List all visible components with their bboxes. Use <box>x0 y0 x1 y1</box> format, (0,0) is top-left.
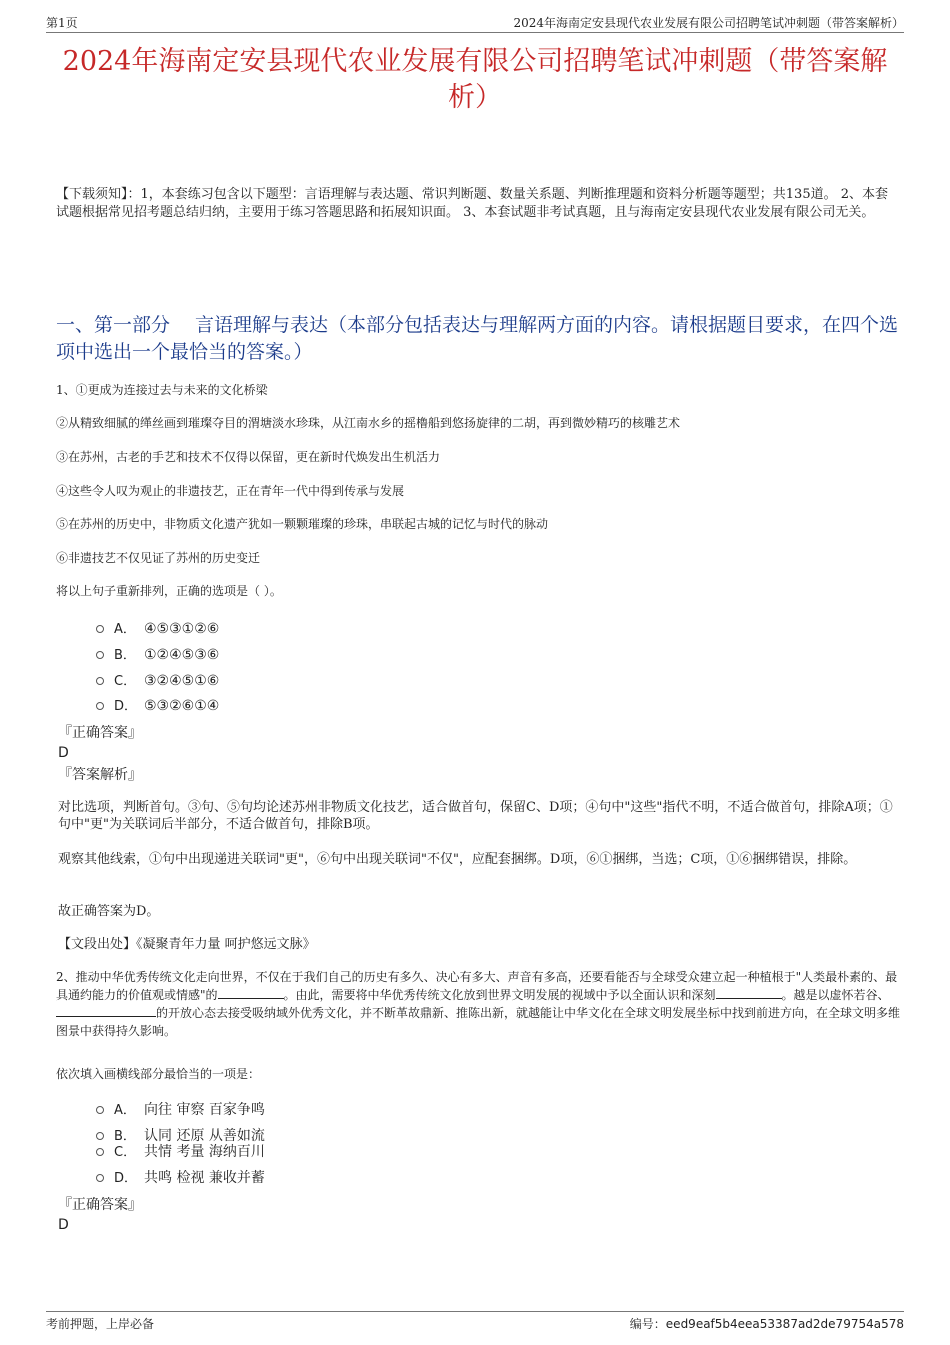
radio-icon[interactable] <box>96 1174 104 1182</box>
q2-prompt: 依次填入画横线部分最恰当的一项是： <box>56 1067 261 1081</box>
q1-line: ⑥非遗技艺不仅见证了苏州的历史变迁 <box>56 551 261 565</box>
q1-option-c[interactable]: C． ③②④⑤①⑥ <box>96 672 219 691</box>
q1-line: ③在苏州，古老的手艺和技术不仅得以保留，更在新时代焕发出生机活力 <box>56 450 441 464</box>
section-title: 一、第一部分 言语理解与表达（本部分包括表达与理解两方面的内容。请根据题目要求，在四个选项中选出一个最恰当的答案。） <box>56 314 899 363</box>
q1-option-d[interactable]: D． ⑤③②⑥①④ <box>96 697 219 716</box>
q2-option-a[interactable]: A． 向往 审察 百家争鸣 <box>96 1101 265 1120</box>
footer-code: 编号：eed9eaf5b4eea53387ad2de79754a578 <box>629 1317 904 1331</box>
page-header <box>46 14 904 33</box>
q1-line: ⑤在苏州的历史中，非物质文化遗产犹如一颗颗璀璨的珍珠，串联起古城的记忆与时代的脉动 <box>56 517 549 531</box>
q2-stem: 2、推动中华优秀传统文化走向世界，不仅在于我们自己的历史有多久、决心有多大、声音有多高，还要看能否与全球受众建立起一种植根于"人类最朴素的、最具通约能力的价值观或情感"的 。由此，需要将中华优秀传统文化放到世界文明发展的视域中予以全面认识和深刻 。越是以虚怀若谷、的开放心态去接受吸纳域外优秀文化，并不断革故鼎新、推陈出新，就越能让中华文化在全球文明发展坐标中找到前进方向，在全球文明多维图景中获得持久影响。 <box>56 970 901 1038</box>
q1-answer-label: 『正确答案』 <box>58 725 142 741</box>
q2-answer: D <box>58 1217 69 1233</box>
q1-analysis-para: 对比选项，判断首句。③句、⑤句均论述苏州非物质文化技艺，适合做首句，保留C、D项；④句中"这些"指代不明，不适合做首句，排除A项；①句中"更"为关联词后半部分，不适合做首句，排除B项。 <box>58 800 893 832</box>
fill-blank[interactable] <box>716 986 782 999</box>
footer-slogan: 考前押题，上岸必备 <box>46 1317 155 1331</box>
q1-line: ②从精致细腻的缂丝画到璀璨夺目的渭塘淡水珍珠，从江南水乡的摇橹船到悠扬旋律的二胡，再到微妙精巧的核雕艺术 <box>56 416 681 430</box>
q1-line: 1、①更成为连接过去与未来的文化桥梁 <box>56 383 268 397</box>
q1-analysis-para: 故正确答案为D。 <box>58 904 160 919</box>
q1-line: ④这些令人叹为观止的非遗技艺，正在青年一代中得到传承与发展 <box>56 484 405 498</box>
radio-icon[interactable] <box>96 677 104 685</box>
fill-blank[interactable] <box>56 1004 156 1017</box>
radio-icon[interactable] <box>96 1106 104 1114</box>
q2-answer-label: 『正确答案』 <box>58 1197 142 1213</box>
q2-option-b[interactable]: B． 认同 还原 从善如流 <box>96 1127 265 1146</box>
radio-icon[interactable] <box>96 625 104 633</box>
q1-option-b[interactable]: B． ①②④⑤③⑥ <box>96 646 219 665</box>
q1-option-a[interactable]: A． ④⑤③①②⑥ <box>96 620 219 639</box>
header-doc-title: 2024年海南定安县现代农业发展有限公司招聘笔试冲刺题（带答案解析） <box>513 16 904 30</box>
page-number: 第1页 <box>46 16 78 30</box>
download-notice: 【下载须知】：1，本套练习包含以下题型：言语理解与表达题、常识判断题、数量关系题、判断推理题和资料分析题等题型；共135道。 2、本套试题根据常见招考题总结归纳，主要用于练习答题思路和拓展知识面。 3、本套试题非考试真题，且与海南定安县现代农业发展有限公司无关。 <box>56 187 888 220</box>
q2-option-c[interactable]: C． 共情 考量 海纳百川 <box>96 1143 265 1162</box>
document-title: 2024年海南定安县现代农业发展有限公司招聘笔试冲刺题（带答案解析） <box>62 46 888 113</box>
radio-icon[interactable] <box>96 702 104 710</box>
q1-analysis-para: 观察其他线索，①句中出现递进关联词"更"，⑥句中出现关联词"不仅"，应配套捆绑。D项，⑥①捆绑，当选；C项，①⑥捆绑错误，排除。 <box>58 852 857 867</box>
q1-analysis-label: 『答案解析』 <box>58 767 142 783</box>
q1-answer: D <box>58 745 69 761</box>
radio-icon[interactable] <box>96 651 104 659</box>
q2-option-d[interactable]: D． 共鸣 检视 兼收并蓄 <box>96 1169 265 1188</box>
q1-prompt: 将以上句子重新排列，正确的选项是（ ）。 <box>56 584 282 598</box>
fill-blank[interactable] <box>218 986 284 999</box>
page-footer <box>46 1311 904 1335</box>
radio-icon[interactable] <box>96 1148 104 1156</box>
q1-source: 【文段出处】《凝聚青年力量 呵护悠远文脉》 <box>58 937 316 952</box>
radio-icon[interactable] <box>96 1132 104 1140</box>
